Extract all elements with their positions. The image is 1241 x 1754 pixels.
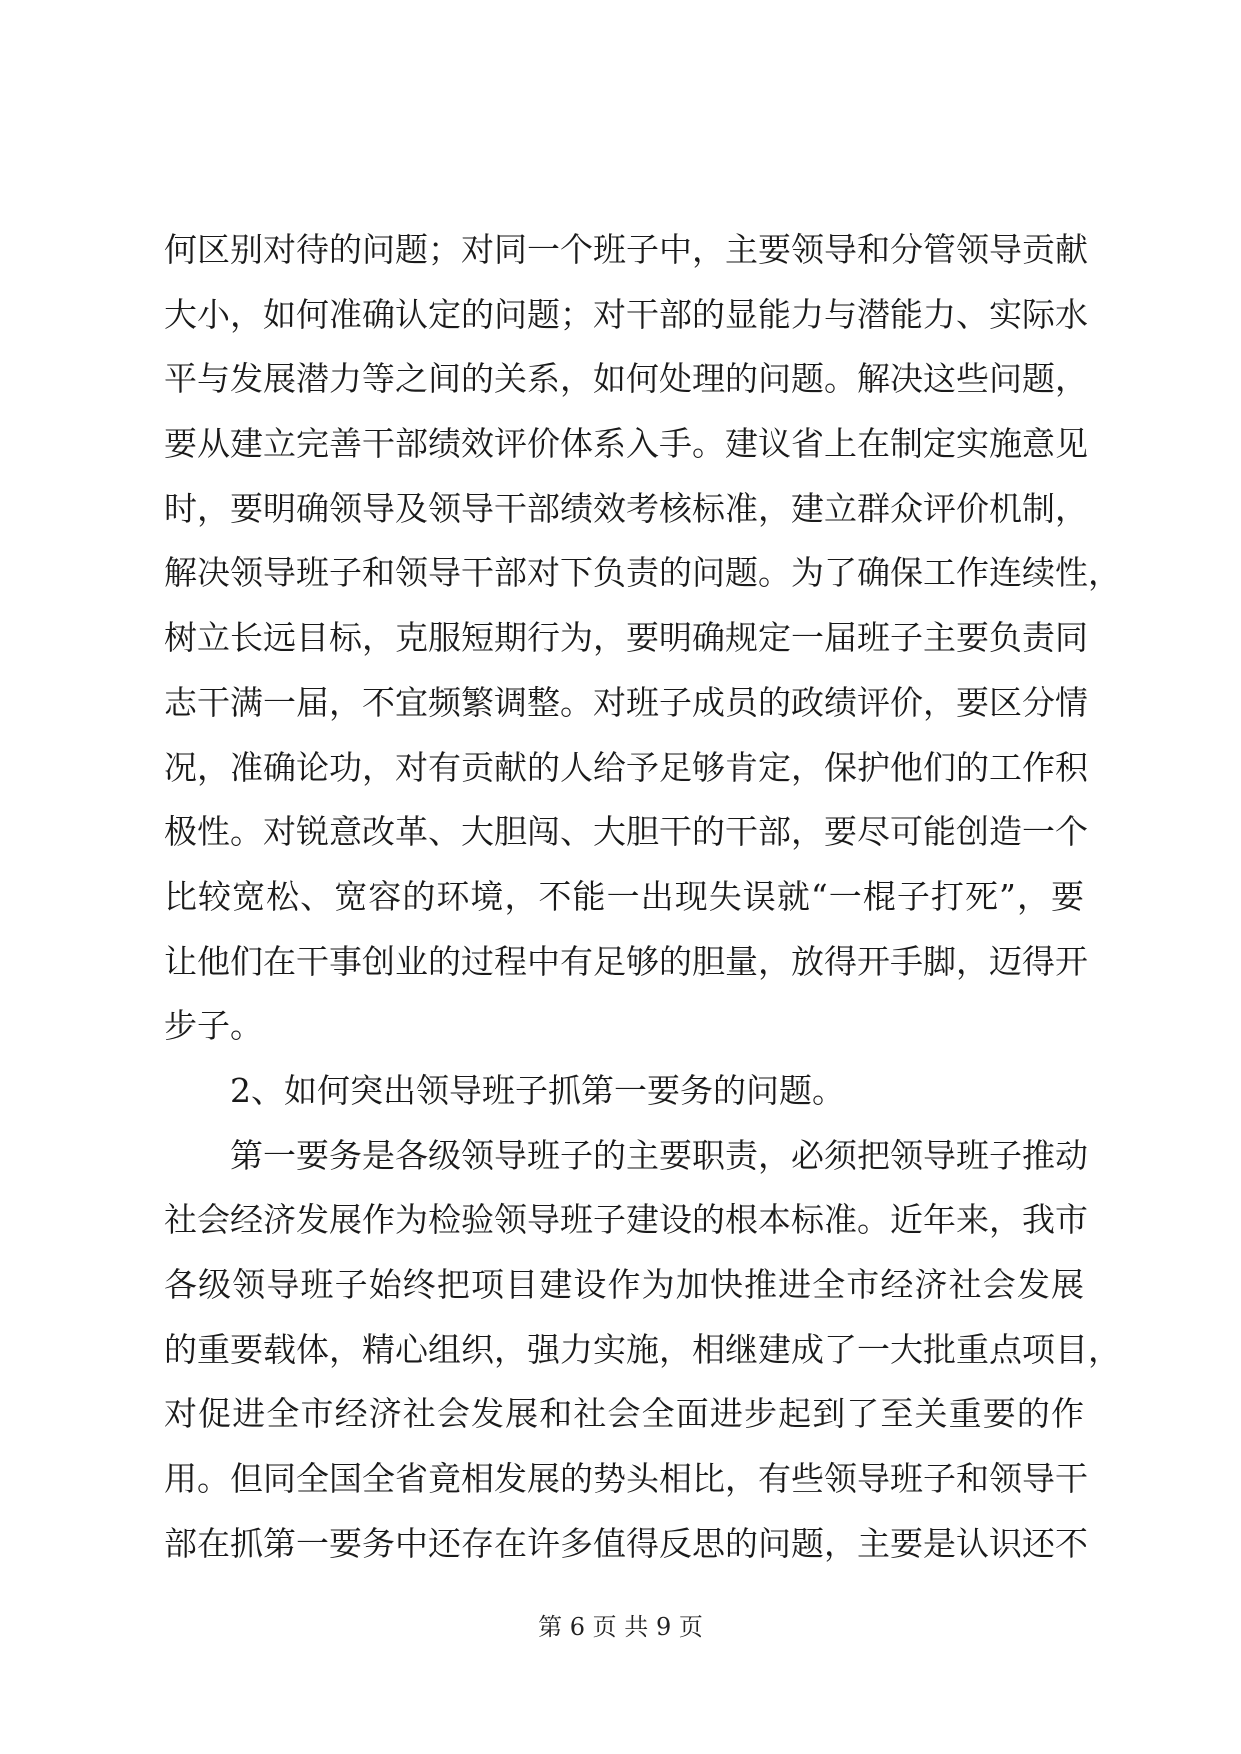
paragraph-first-line: 第一要务是各级领导班子的主要职责，必须把领导班子推动 bbox=[230, 1135, 1088, 1175]
page-number-footer: 第 6 页 共 9 页 bbox=[538, 1613, 703, 1641]
text-line: 对促进全市经济社会发展和社会全面进步起到了至关重要的作 bbox=[164, 1394, 1084, 1434]
text-line: 社会经济发展作为检验领导班子建设的根本标准。近年来，我市 bbox=[164, 1200, 1088, 1240]
text-line: 部在抓第一要务中还存在许多值得反思的问题，主要是认识还不 bbox=[164, 1523, 1088, 1563]
text-line: 况，准确论功，对有贡献的人给予足够肯定，保护他们的工作积 bbox=[164, 747, 1088, 787]
text-line: 平与发展潜力等之间的关系，如何处理的问题。解决这些问题， bbox=[164, 359, 1088, 399]
text-line: 各级领导班子始终把项目建设作为加快推进全市经济社会发展 bbox=[164, 1265, 1084, 1304]
text-line: 大小，如何准确认定的问题；对干部的显能力与潜能力、实际水 bbox=[164, 294, 1088, 334]
text-line: 的重要载体，精心组织，强力实施，相继建成了一大批重点项目， bbox=[164, 1329, 1121, 1369]
text-line: 志干满一届，不宜频繁调整。对班子成员的政绩评价，要区分情 bbox=[164, 682, 1088, 722]
section-heading: 2、如何突出领导班子抓第一要务的问题。 bbox=[230, 1070, 845, 1110]
text-line: 极性。对锐意改革、大胆闯、大胆干的干部，要尽可能创造一个 bbox=[164, 812, 1088, 852]
text-line: 时，要明确领导及领导干部绩效考核标准，建立群众评价机制， bbox=[164, 488, 1088, 528]
text-line: 解决领导班子和领导干部对下负责的问题。为了确保工作连续性， bbox=[164, 553, 1121, 593]
text-line: 要从建立完善干部绩效评价体系入手。建议省上在制定实施意见 bbox=[164, 424, 1088, 464]
text-line: 何区别对待的问题；对同一个班子中，主要领导和分管领导贡献 bbox=[164, 230, 1088, 269]
text-line: 步子。 bbox=[164, 1006, 263, 1046]
text-line: 用。但同全国全省竟相发展的势头相比，有些领导班子和领导干 bbox=[164, 1459, 1088, 1499]
body-text bbox=[164, 218, 1121, 1576]
text-line: 树立长远目标，克服短期行为，要明确规定一届班子主要负责同 bbox=[164, 618, 1088, 658]
text-line: 让他们在干事创业的过程中有足够的胆量，放得开手脚，迈得开 bbox=[164, 941, 1088, 981]
text-line: 比较宽松、宽容的环境，不能一出现失误就“一棍子打死”，要 bbox=[164, 876, 1084, 916]
